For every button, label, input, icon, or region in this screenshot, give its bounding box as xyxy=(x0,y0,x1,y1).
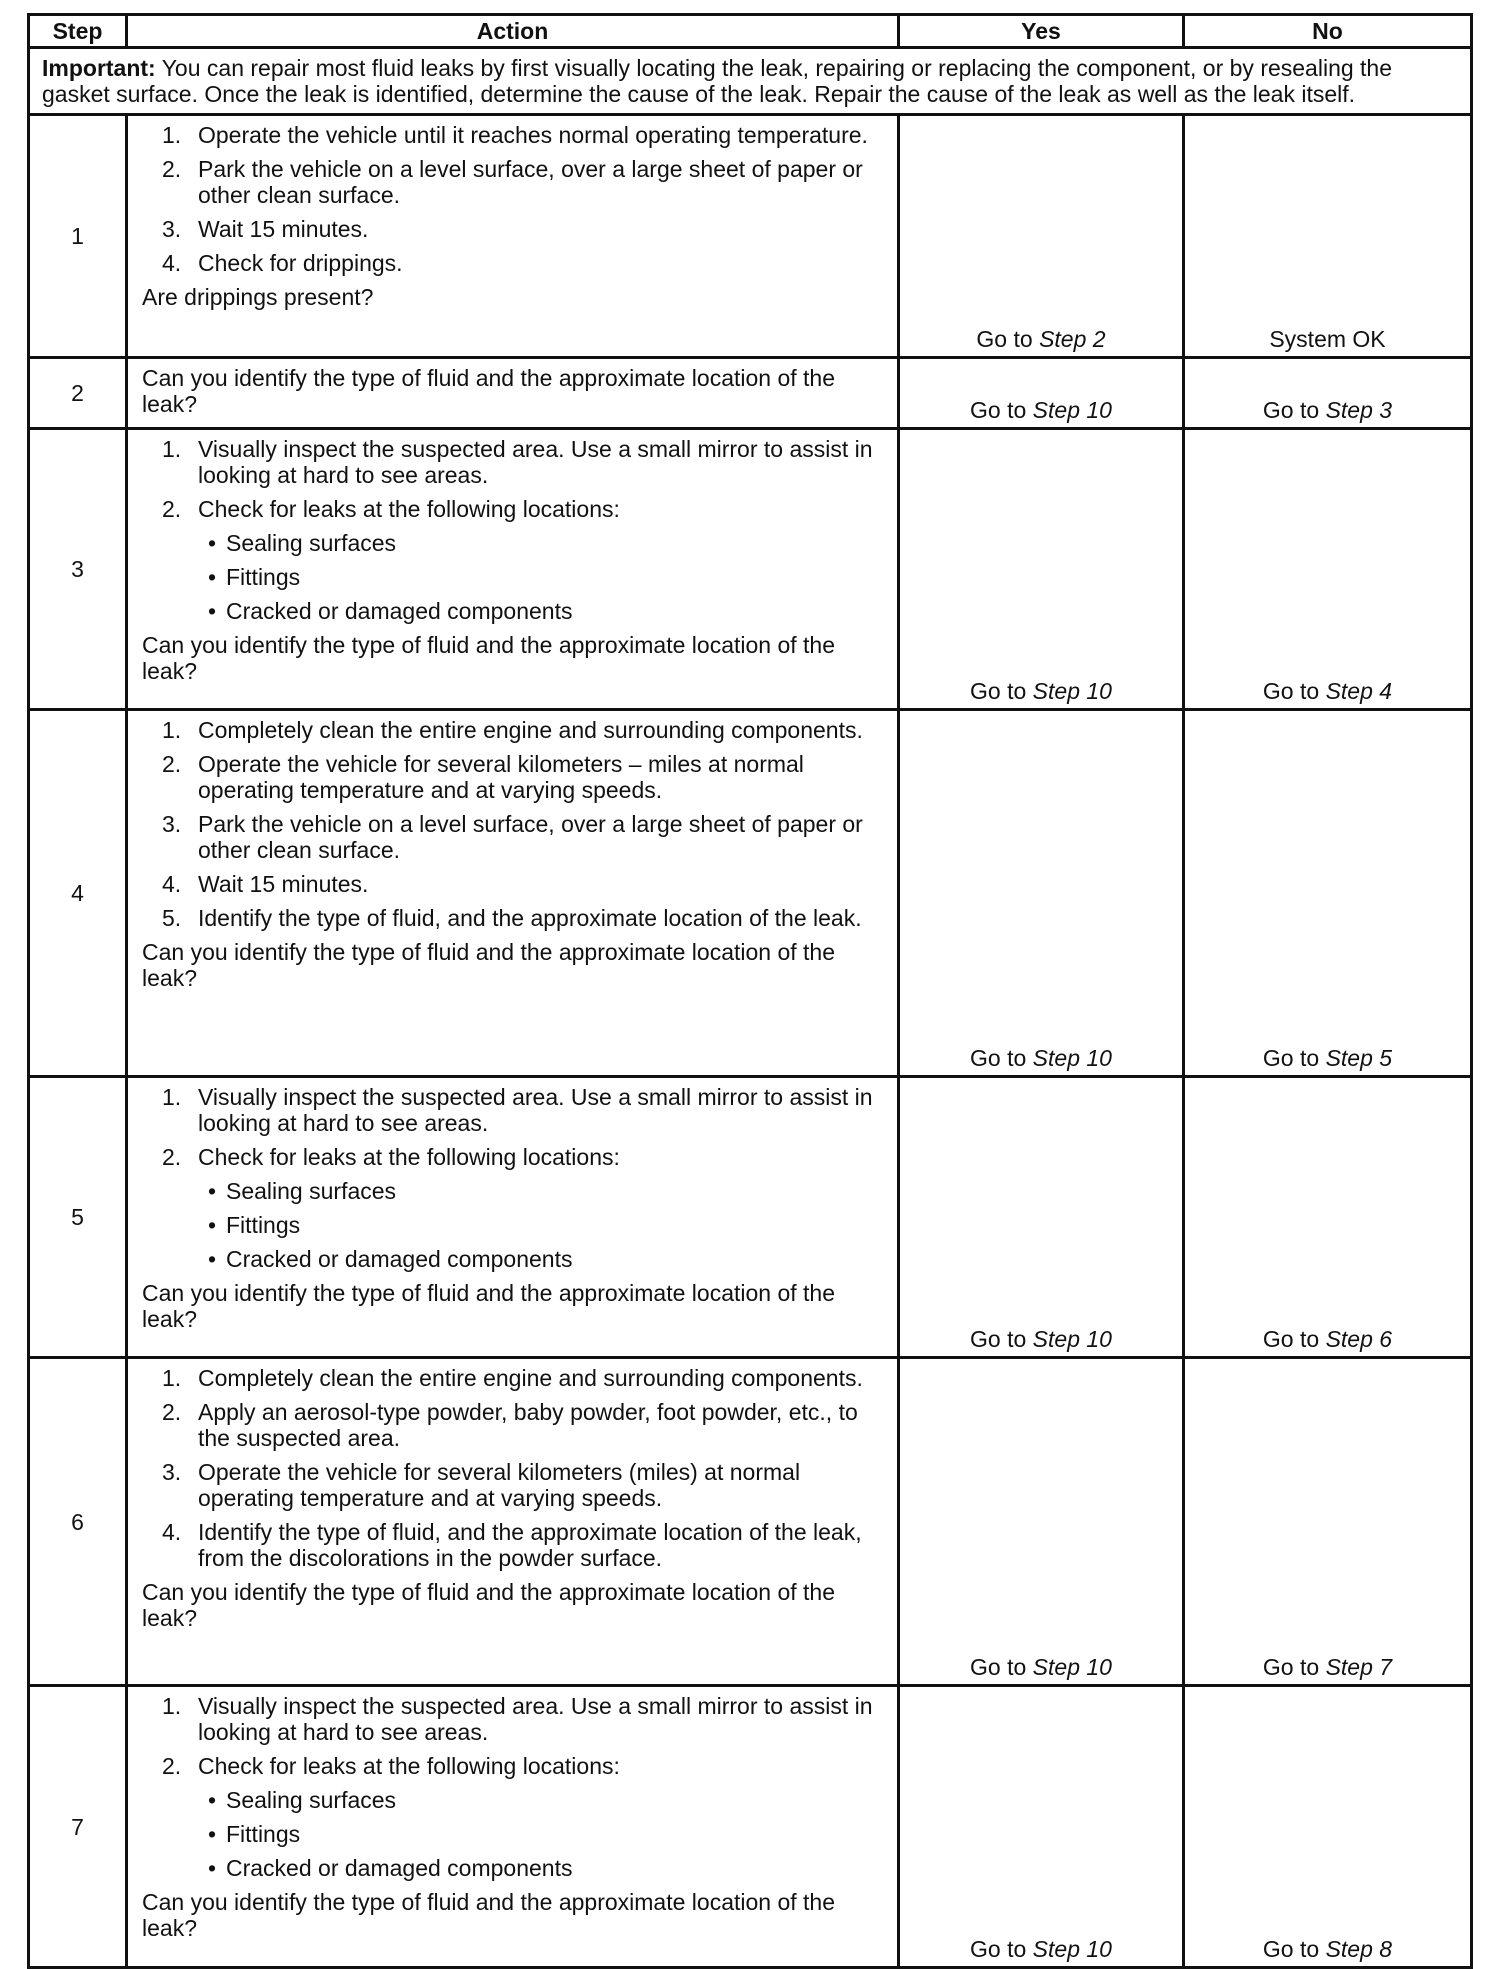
yes-step-reference[interactable]: Step 10 xyxy=(1032,678,1112,704)
yes-result xyxy=(899,1686,1184,1968)
action-item-text: Operate the vehicle for several kilometers – miles at normal operating temperature and at varying speeds. xyxy=(198,751,804,803)
header-step: Step xyxy=(29,15,127,48)
step-question: Can you identify the type of fluid and the approximate location of the leak? xyxy=(142,365,835,417)
step-question: Can you identify the type of fluid and the approximate location of the leak? xyxy=(142,632,835,684)
step-question: Can you identify the type of fluid and the approximate location of the leak? xyxy=(142,1889,835,1941)
location-bullet: • Fittings xyxy=(198,564,883,590)
yes-step-reference[interactable]: Step 10 xyxy=(1032,1326,1112,1352)
action-item xyxy=(142,1365,883,1391)
action-item-number: 4. xyxy=(162,871,182,897)
action-cell xyxy=(127,1358,899,1686)
location-bullet: • Sealing surfaces xyxy=(198,1178,883,1204)
no-result-prefix: System OK xyxy=(1269,326,1386,352)
action-item xyxy=(142,1144,883,1272)
action-item-number: 1. xyxy=(162,717,182,743)
action-item-text: Completely clean the entire engine and surrounding components. xyxy=(198,717,863,743)
action-item xyxy=(142,751,883,803)
action-item-number: 2. xyxy=(162,751,182,777)
step-question: Can you identify the type of fluid and the approximate location of the leak? xyxy=(142,939,835,991)
no-result xyxy=(1184,1686,1472,1968)
action-item-number: 1. xyxy=(162,1693,182,1719)
step-question: Can you identify the type of fluid and the approximate location of the leak? xyxy=(142,1280,835,1332)
action-item xyxy=(142,871,883,897)
action-item-number: 2. xyxy=(162,1753,182,1779)
action-item-text: Check for leaks at the following locations: xyxy=(198,1753,620,1779)
action-list xyxy=(142,1084,883,1272)
yes-result-prefix: Go to xyxy=(970,1326,1033,1352)
action-item-number: 2. xyxy=(162,156,182,182)
yes-step-reference[interactable]: Step 10 xyxy=(1032,397,1112,423)
no-result xyxy=(1184,1358,1472,1686)
action-item xyxy=(142,1459,883,1511)
no-result-prefix: Go to xyxy=(1262,1045,1326,1071)
yes-result-prefix: Go to xyxy=(970,1936,1033,1962)
yes-step-reference[interactable]: Step 10 xyxy=(1032,1045,1112,1071)
action-item-number: 3. xyxy=(162,811,182,837)
location-bullet-list xyxy=(198,530,883,624)
step-row xyxy=(29,358,1472,429)
action-list xyxy=(142,1693,883,1881)
action-item-text: Check for drippings. xyxy=(198,250,403,276)
location-bullet: • Cracked or damaged components xyxy=(198,1246,883,1272)
step-row xyxy=(29,1358,1472,1686)
action-cell xyxy=(127,429,899,710)
step-row xyxy=(29,1077,1472,1358)
no-result-prefix: Go to xyxy=(1262,678,1326,704)
action-item-number: 5. xyxy=(162,905,182,931)
no-result-prefix: Go to xyxy=(1262,1654,1326,1680)
action-cell xyxy=(127,710,899,1077)
action-item-text: Wait 15 minutes. xyxy=(198,871,369,897)
action-cell xyxy=(127,1686,899,1968)
yes-result xyxy=(899,358,1184,429)
no-result xyxy=(1184,358,1472,429)
step-question: Can you identify the type of fluid and the approximate location of the leak? xyxy=(142,1579,835,1631)
action-item-text: Check for leaks at the following locations: xyxy=(198,496,620,522)
action-item-text: Visually inspect the suspected area. Use a small mirror to assist in looking at hard to see areas. xyxy=(198,1084,873,1136)
action-item-text: Apply an aerosol-type powder, baby powder, foot powder, etc., to the suspected area. xyxy=(198,1399,858,1451)
location-bullet: • Fittings xyxy=(198,1821,883,1847)
action-item-text: Operate the vehicle for several kilometers (miles) at normal operating temperature and at varying speeds. xyxy=(198,1459,801,1511)
no-result-prefix: Go to xyxy=(1262,1936,1326,1962)
step-number: 5 xyxy=(29,1077,127,1358)
action-item-text: Check for leaks at the following locations: xyxy=(198,1144,620,1170)
important-row xyxy=(29,48,1472,115)
action-item xyxy=(142,1693,883,1745)
yes-result-prefix: Go to xyxy=(970,1045,1033,1071)
yes-step-reference[interactable]: Step 10 xyxy=(1032,1936,1112,1962)
yes-result-prefix: Go to xyxy=(970,678,1033,704)
no-step-reference[interactable]: Step 3 xyxy=(1325,397,1393,423)
no-result-prefix: Go to xyxy=(1262,397,1326,423)
location-bullet: • Sealing surfaces xyxy=(198,1787,883,1813)
action-item xyxy=(142,811,883,863)
step-number: 6 xyxy=(29,1358,127,1686)
diagnostic-table xyxy=(27,13,1473,1969)
action-cell xyxy=(127,115,899,358)
action-item-text: Park the vehicle on a level surface, over a large sheet of paper or other clean surface. xyxy=(198,811,863,863)
yes-step-reference[interactable]: Step 10 xyxy=(1032,1654,1112,1680)
step-number: 1 xyxy=(29,115,127,358)
step-row xyxy=(29,429,1472,710)
header-row xyxy=(29,15,1472,48)
action-item xyxy=(142,1519,883,1571)
action-item xyxy=(142,436,883,488)
step-row xyxy=(29,115,1472,358)
header-action: Action xyxy=(127,15,899,48)
no-step-reference[interactable]: Step 5 xyxy=(1325,1045,1393,1071)
action-item-text: Identify the type of fluid, and the approximate location of the leak. xyxy=(198,905,862,931)
location-bullet: • Fittings xyxy=(198,1212,883,1238)
step-row xyxy=(29,1686,1472,1968)
important-label: Important: xyxy=(42,55,156,81)
action-item xyxy=(142,905,883,931)
yes-result xyxy=(899,115,1184,358)
action-item-text: Completely clean the entire engine and surrounding components. xyxy=(198,1365,863,1391)
step-number: 2 xyxy=(29,358,127,429)
step-question: Are drippings present? xyxy=(142,284,374,310)
no-step-reference[interactable]: Step 8 xyxy=(1325,1936,1393,1962)
action-item-number: 3. xyxy=(162,1459,182,1485)
no-result xyxy=(1184,429,1472,710)
no-result-prefix: Go to xyxy=(1262,1326,1326,1352)
no-step-reference[interactable]: Step 4 xyxy=(1325,678,1393,704)
location-bullet: • Cracked or damaged components xyxy=(198,598,883,624)
action-item-number: 1. xyxy=(162,1084,182,1110)
action-item-text: Visually inspect the suspected area. Use a small mirror to assist in looking at hard to see areas. xyxy=(198,1693,873,1745)
action-item-text: Operate the vehicle until it reaches normal operating temperature. xyxy=(198,122,868,148)
action-item-text: Identify the type of fluid, and the approximate location of the leak, from the discolorations in the powder surface. xyxy=(198,1519,862,1571)
action-item-number: 1. xyxy=(162,122,182,148)
no-result xyxy=(1184,710,1472,1077)
action-item-number: 1. xyxy=(162,436,182,462)
action-cell xyxy=(127,358,899,429)
yes-result-prefix: Go to xyxy=(970,397,1033,423)
action-item xyxy=(142,496,883,624)
action-item-number: 2. xyxy=(162,1144,182,1170)
step-number: 7 xyxy=(29,1686,127,1968)
action-item xyxy=(142,216,883,242)
yes-result xyxy=(899,1358,1184,1686)
action-item-text: Visually inspect the suspected area. Use a small mirror to assist in looking at hard to see areas. xyxy=(198,436,873,488)
location-bullet: • Sealing surfaces xyxy=(198,530,883,556)
step-row xyxy=(29,710,1472,1077)
important-text: You can repair most fluid leaks by first visually locating the leak, repairing or replacing the component, or by resealing the gasket surface. Once the leak is identified, determine the cause of the leak. Repair the cause of the leak as well as the leak itself. xyxy=(42,55,1393,107)
header-yes: Yes xyxy=(899,15,1184,48)
action-item-number: 3. xyxy=(162,216,182,242)
action-item xyxy=(142,1084,883,1136)
step-number: 4 xyxy=(29,710,127,1077)
action-item-text: Wait 15 minutes. xyxy=(198,216,369,242)
no-result xyxy=(1184,115,1472,358)
no-step-reference[interactable]: Step 6 xyxy=(1325,1326,1393,1352)
action-item-text: Park the vehicle on a level surface, over a large sheet of paper or other clean surface. xyxy=(198,156,863,208)
yes-result-prefix: Go to xyxy=(976,326,1040,352)
action-item-number: 4. xyxy=(162,1519,182,1545)
action-item-number: 1. xyxy=(162,1365,182,1391)
action-item xyxy=(142,250,883,276)
yes-result xyxy=(899,429,1184,710)
header-no: No xyxy=(1184,15,1472,48)
action-item xyxy=(142,122,883,148)
action-list xyxy=(142,717,883,931)
action-item-number: 2. xyxy=(162,496,182,522)
action-item-number: 4. xyxy=(162,250,182,276)
action-list xyxy=(142,436,883,624)
action-cell xyxy=(127,1077,899,1358)
action-item xyxy=(142,717,883,743)
yes-result-prefix: Go to xyxy=(970,1654,1033,1680)
action-item xyxy=(142,156,883,208)
action-item-number: 2. xyxy=(162,1399,182,1425)
action-item xyxy=(142,1753,883,1881)
location-bullet: • Cracked or damaged components xyxy=(198,1855,883,1881)
location-bullet-list xyxy=(198,1178,883,1272)
action-list xyxy=(142,1365,883,1571)
action-list xyxy=(142,122,883,276)
step-number: 3 xyxy=(29,429,127,710)
important-note xyxy=(29,48,1472,115)
location-bullet-list xyxy=(198,1787,883,1881)
action-item xyxy=(142,1399,883,1451)
no-step-reference[interactable]: Step 7 xyxy=(1325,1654,1393,1680)
yes-result xyxy=(899,710,1184,1077)
no-result xyxy=(1184,1077,1472,1358)
yes-result xyxy=(899,1077,1184,1358)
yes-step-reference[interactable]: Step 2 xyxy=(1039,326,1106,352)
